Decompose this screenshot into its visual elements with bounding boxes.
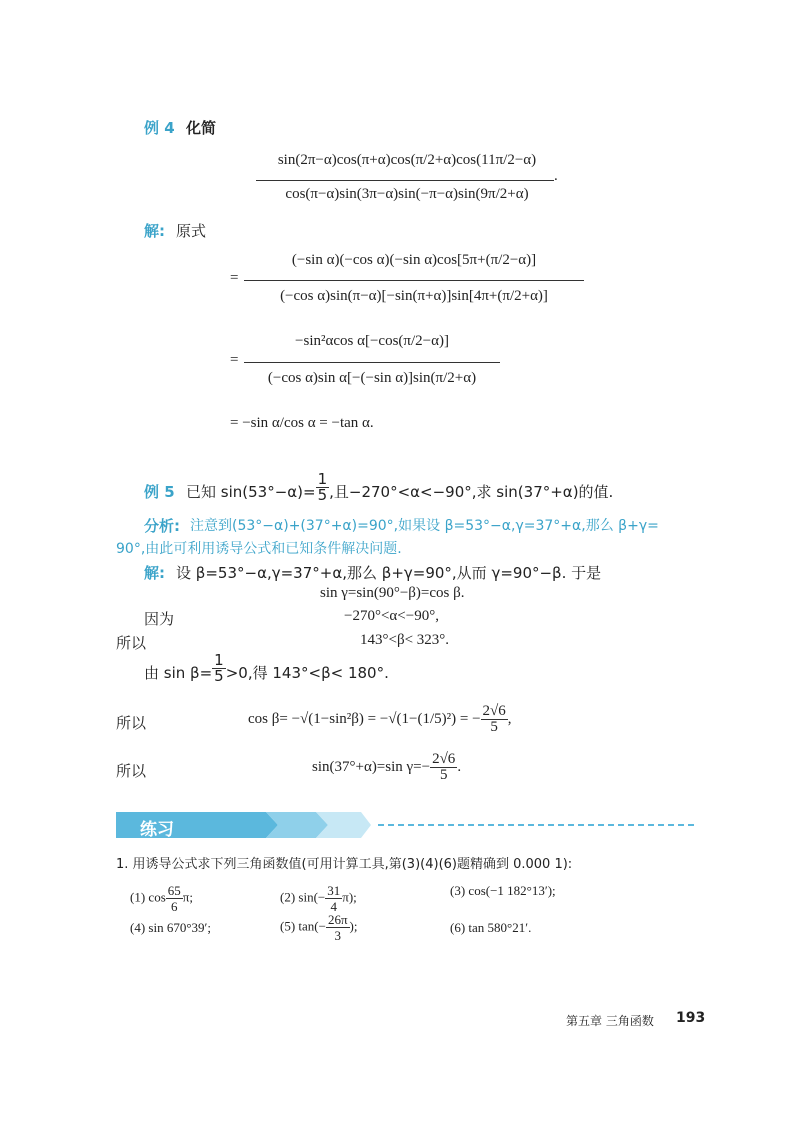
practice-question-1: 1. 用诱导公式求下列三角函数值(可用计算工具,第(3)(4)(6)题精确到 0.000 1): bbox=[116, 857, 573, 872]
so-equation-2 bbox=[248, 704, 512, 735]
example-4-title: 化简 bbox=[186, 119, 217, 137]
ex5-solution-label: 解: bbox=[144, 564, 165, 582]
item-2-fraction bbox=[325, 883, 342, 914]
item-2-expr-b: π); bbox=[342, 889, 357, 905]
so-label-3: 所以 bbox=[116, 762, 147, 780]
item-5-fraction bbox=[326, 912, 350, 943]
item-5-den: 3 bbox=[334, 928, 341, 943]
ex4-solution-label: 解: bbox=[144, 222, 165, 240]
item-6-id: (6) bbox=[450, 920, 466, 935]
ex4-step2-numerator: −sin²αcos α[−cos(π/2−α)] bbox=[295, 333, 449, 349]
practice-item-2 bbox=[280, 883, 357, 914]
ex4-period: . bbox=[554, 168, 558, 184]
ex4-step1-numerator: (−sin α)(−cos α)(−sin α)cos[5π+(π/2−α)] bbox=[291, 252, 537, 268]
ex4-denominator: cos(π−α)sin(3π−α)sin(−π−α)sin(9π/2+α) bbox=[285, 186, 529, 202]
from-a: 由 sin β= bbox=[144, 664, 213, 682]
practice-dashed-line bbox=[378, 824, 694, 826]
item-5-expr-b: ); bbox=[349, 918, 358, 934]
item-1-num: 65 bbox=[167, 883, 181, 898]
ex4-step2-bar bbox=[244, 362, 500, 363]
ex4-step2-denominator: (−cos α)sin α[−(−sin α)]sin(π/2+α) bbox=[267, 370, 477, 386]
item-2-num: 31 bbox=[327, 883, 341, 898]
item-4-expr-a: sin 670°39′; bbox=[148, 920, 211, 935]
item-2-expr-a: sin(− bbox=[298, 889, 326, 905]
ex5-analysis-line2: 90°,由此可利用诱导公式和已知条件解决问题. bbox=[116, 541, 402, 557]
so3-fraction bbox=[430, 752, 457, 783]
item-5-expr-a: tan(− bbox=[298, 918, 326, 934]
equals-sign: = bbox=[230, 270, 239, 286]
so-label-2: 所以 bbox=[116, 714, 147, 732]
practice-item-3 bbox=[450, 883, 556, 899]
practice-item-6 bbox=[450, 920, 531, 936]
so-equation-1: 143°<β< 323°. bbox=[360, 632, 450, 648]
example-5-label: 例 5 bbox=[144, 483, 175, 501]
ex4-step3: = −sin α/cos α = −tan α. bbox=[230, 415, 374, 431]
from-frac-num: 1 bbox=[214, 651, 224, 669]
item-5-id: (5) bbox=[280, 918, 296, 934]
page-number: 193 bbox=[676, 1010, 706, 1026]
so2-fraction bbox=[481, 704, 508, 735]
item-5-num: 26π bbox=[327, 912, 348, 927]
example-4-label: 例 4 bbox=[144, 119, 175, 137]
ex4-step1-denominator: (−cos α)sin(π−α)[−sin(π+α)]sin[4π+(π/2+α)] bbox=[280, 288, 548, 304]
so-equation-3 bbox=[312, 752, 461, 783]
practice-item-5 bbox=[280, 912, 358, 943]
so3-frac-den: 5 bbox=[439, 767, 448, 783]
so2-frac-num: 2√6 bbox=[482, 703, 506, 719]
practice-item-4 bbox=[130, 920, 211, 936]
item-6-expr-a: tan 580°21′. bbox=[468, 920, 532, 935]
because-equation: −270°<α<−90°, bbox=[344, 608, 439, 624]
so3-frac-num: 2√6 bbox=[432, 751, 456, 767]
item-4-id: (4) bbox=[130, 920, 146, 935]
ex4-numerator: sin(2π−α)cos(π+α)cos(π/2+α)cos(11π/2−α) bbox=[277, 152, 537, 168]
so2-frac-den: 5 bbox=[490, 719, 498, 735]
so2-end: , bbox=[507, 710, 512, 727]
practice-item-1 bbox=[130, 883, 193, 914]
ex5-analysis-line1: 注意到(53°−α)+(37°+α)=90°,如果设 β=53°−α,γ=37°+α,那么 β+γ= bbox=[190, 518, 659, 534]
so2-eq-a: cos β= −√(1−sin²β) = −√(1−(1/5)²) = − bbox=[248, 710, 481, 727]
ex5-statement-a: 已知 sin(53°−α)= bbox=[186, 483, 316, 501]
so3-eq: sin(37°+α)=sin γ=− bbox=[312, 758, 431, 775]
item-1-expr-a: cos bbox=[148, 889, 166, 905]
so3-end: . bbox=[457, 758, 462, 775]
item-2-id: (2) bbox=[280, 889, 296, 905]
item-1-id: (1) bbox=[130, 889, 146, 905]
from-frac-den: 5 bbox=[214, 667, 224, 685]
footer-chapter: 第五章 三角函数 bbox=[566, 1014, 654, 1028]
ex5-frac-num: 1 bbox=[317, 470, 328, 488]
ex4-step1-bar bbox=[244, 280, 584, 281]
item-1-den: 6 bbox=[171, 899, 178, 914]
ex5-frac-den: 5 bbox=[317, 486, 328, 504]
from-line bbox=[144, 651, 389, 685]
ex5-fraction bbox=[316, 472, 330, 503]
item-1-fraction bbox=[166, 883, 183, 914]
practice-banner-title: 练习 bbox=[140, 820, 174, 840]
from-b: >0,得 143°<β< 180°. bbox=[225, 664, 389, 682]
ex5-analysis-label: 分析: bbox=[144, 517, 180, 535]
item-3-id: (3) bbox=[450, 883, 466, 898]
ex5-statement-b: ,且−270°<α<−90°,求 sin(37°+α)的值. bbox=[329, 483, 614, 501]
ex5-solution-line1: 设 β=53°−α,γ=37°+α,那么 β+γ=90°,从而 γ=90°−β. 于是 bbox=[176, 564, 602, 582]
ex4-solution-text: 原式 bbox=[176, 222, 207, 240]
ex4-fraction-bar bbox=[256, 180, 554, 181]
so-label-1: 所以 bbox=[116, 634, 147, 652]
ex5-solution-line2: sin γ=sin(90°−β)=cos β. bbox=[320, 585, 465, 601]
from-fraction bbox=[212, 653, 226, 684]
equals-sign: = bbox=[230, 352, 239, 368]
item-1-expr-b: π; bbox=[182, 889, 193, 905]
item-2-den: 4 bbox=[330, 899, 338, 914]
ex5-statement bbox=[186, 470, 614, 504]
because-label: 因为 bbox=[144, 610, 175, 628]
item-3-expr-a: cos(−1 182°13′); bbox=[468, 883, 556, 898]
